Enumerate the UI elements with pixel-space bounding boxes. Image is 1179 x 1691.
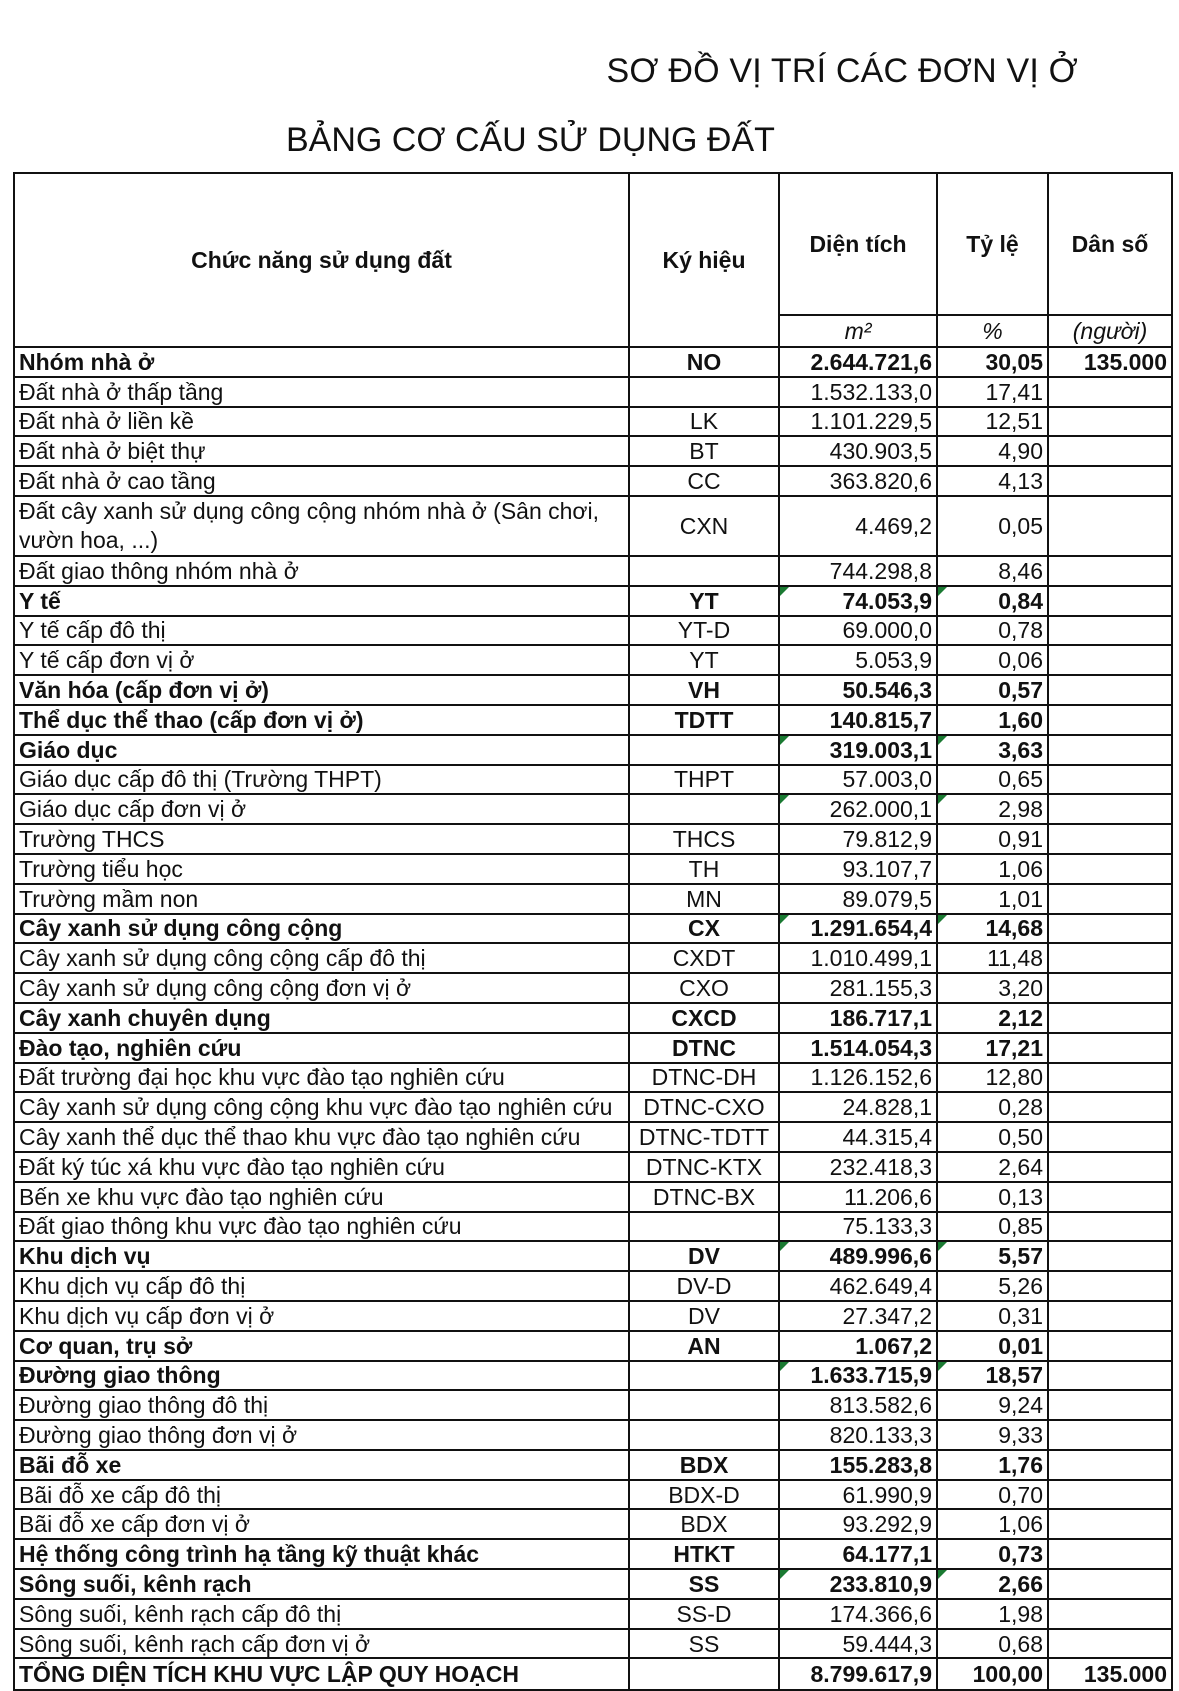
- cell-ratio: 4,90: [937, 436, 1048, 466]
- cell-code: BT: [629, 436, 779, 466]
- cell-area: 11.206,6: [779, 1182, 937, 1212]
- cell-name: Cây xanh thể dục thể thao khu vực đào tạo nghiên cứu: [14, 1122, 629, 1152]
- cell-ratio: 30,05: [937, 347, 1048, 377]
- cell-population: [1048, 1629, 1172, 1659]
- cell-area: 1.633.715,9: [779, 1361, 937, 1391]
- table-row: [14, 854, 1172, 884]
- cell-population: [1048, 1361, 1172, 1391]
- table-row: [14, 1092, 1172, 1122]
- cell-area: 319.003,1: [779, 735, 937, 765]
- cell-population: [1048, 1509, 1172, 1539]
- page-heading: SƠ ĐỒ VỊ TRÍ CÁC ĐƠN VỊ Ở: [606, 52, 1078, 90]
- cell-population: [1048, 1569, 1172, 1599]
- table-row: [14, 675, 1172, 705]
- cell-ratio: 0,84: [937, 586, 1048, 616]
- cell-area: 1.126.152,6: [779, 1063, 937, 1093]
- cell-name: Đất nhà ở liền kề: [14, 407, 629, 437]
- cell-name: Cây xanh chuyên dụng: [14, 1003, 629, 1033]
- cell-area: 813.582,6: [779, 1390, 937, 1420]
- table-row: [14, 943, 1172, 973]
- cell-ratio: 1,98: [937, 1599, 1048, 1629]
- cell-population: [1048, 1301, 1172, 1331]
- cell-population: [1048, 1420, 1172, 1450]
- cell-area: 1.532.133,0: [779, 377, 937, 407]
- cell-ratio: 0,68: [937, 1629, 1048, 1659]
- cell-code: DV-D: [629, 1271, 779, 1301]
- cell-population: [1048, 496, 1172, 556]
- cell-population: [1048, 914, 1172, 944]
- total-row: [14, 1658, 1172, 1690]
- cell-ratio: 9,33: [937, 1420, 1048, 1450]
- table-row: [14, 1063, 1172, 1093]
- cell-name: Khu dịch vụ cấp đơn vị ở: [14, 1301, 629, 1331]
- cell-population: [1048, 824, 1172, 854]
- cell-ratio: 1,76: [937, 1450, 1048, 1480]
- cell-ratio: 0,13: [937, 1182, 1048, 1212]
- cell-name: Trường mầm non: [14, 884, 629, 914]
- cell-name: Bãi đỗ xe cấp đô thị: [14, 1480, 629, 1510]
- table-row: [14, 1569, 1172, 1599]
- cell-population: [1048, 1122, 1172, 1152]
- header-name: Chức năng sử dụng đất: [14, 173, 629, 347]
- cell-code: TH: [629, 854, 779, 884]
- cell-area: 50.546,3: [779, 675, 937, 705]
- cell-area: 93.107,7: [779, 854, 937, 884]
- total-ratio: 100,00: [937, 1658, 1048, 1690]
- cell-population: [1048, 675, 1172, 705]
- table-row: [14, 1301, 1172, 1331]
- table-row: [14, 1212, 1172, 1242]
- cell-ratio: 17,41: [937, 377, 1048, 407]
- cell-name: Sông suối, kênh rạch: [14, 1569, 629, 1599]
- cell-code: [629, 1361, 779, 1391]
- cell-area: 820.133,3: [779, 1420, 937, 1450]
- cell-code: DTNC-DH: [629, 1063, 779, 1093]
- cell-code: [629, 794, 779, 824]
- cell-name: Cơ quan, trụ sở: [14, 1331, 629, 1361]
- table-row: [14, 645, 1172, 675]
- cell-code: DTNC-CXO: [629, 1092, 779, 1122]
- cell-name: Trường THCS: [14, 824, 629, 854]
- table-row: [14, 466, 1172, 496]
- cell-name: Giáo dục: [14, 735, 629, 765]
- cell-ratio: 2,64: [937, 1152, 1048, 1182]
- cell-area: 1.101.229,5: [779, 407, 937, 437]
- table-row: [14, 1450, 1172, 1480]
- table-row: [14, 556, 1172, 586]
- cell-ratio: 2,66: [937, 1569, 1048, 1599]
- cell-ratio: 1,60: [937, 705, 1048, 735]
- cell-population: [1048, 854, 1172, 884]
- header-area: Diện tích: [779, 173, 937, 315]
- cell-area: 59.444,3: [779, 1629, 937, 1659]
- cell-population: [1048, 973, 1172, 1003]
- cell-population: [1048, 466, 1172, 496]
- table-row: [14, 1361, 1172, 1391]
- cell-code: DV: [629, 1301, 779, 1331]
- cell-area: 79.812,9: [779, 824, 937, 854]
- unit-population: (người): [1048, 315, 1172, 347]
- table-row: [14, 973, 1172, 1003]
- cell-area: 1.291.654,4: [779, 914, 937, 944]
- cell-ratio: 8,46: [937, 556, 1048, 586]
- cell-name: Bãi đỗ xe: [14, 1450, 629, 1480]
- cell-code: [629, 1390, 779, 1420]
- cell-population: [1048, 705, 1172, 735]
- cell-ratio: 1,01: [937, 884, 1048, 914]
- cell-population: [1048, 1003, 1172, 1033]
- cell-area: 64.177,1: [779, 1539, 937, 1569]
- header-code: Ký hiệu: [629, 173, 779, 347]
- cell-ratio: 5,57: [937, 1241, 1048, 1271]
- cell-ratio: 0,05: [937, 496, 1048, 556]
- cell-area: 61.990,9: [779, 1480, 937, 1510]
- table-row: [14, 1331, 1172, 1361]
- cell-population: [1048, 436, 1172, 466]
- cell-area: 5.053,9: [779, 645, 937, 675]
- table-row: [14, 1122, 1172, 1152]
- unit-area: m²: [779, 315, 937, 347]
- cell-name: Đất giao thông khu vực đào tạo nghiên cứu: [14, 1212, 629, 1242]
- cell-ratio: 0,65: [937, 765, 1048, 795]
- table-body: [14, 347, 1172, 1658]
- cell-name: Bãi đỗ xe cấp đơn vị ở: [14, 1509, 629, 1539]
- cell-name: Giáo dục cấp đô thị (Trường THPT): [14, 765, 629, 795]
- cell-ratio: 0,91: [937, 824, 1048, 854]
- cell-code: SS: [629, 1629, 779, 1659]
- cell-code: BDX-D: [629, 1480, 779, 1510]
- cell-area: 262.000,1: [779, 794, 937, 824]
- cell-name: Đường giao thông: [14, 1361, 629, 1391]
- cell-population: [1048, 586, 1172, 616]
- total-population: 135.000: [1048, 1658, 1172, 1690]
- table-row: [14, 1539, 1172, 1569]
- table-row: [14, 735, 1172, 765]
- cell-code: HTKT: [629, 1539, 779, 1569]
- cell-ratio: 0,57: [937, 675, 1048, 705]
- cell-population: [1048, 1271, 1172, 1301]
- cell-code: CXCD: [629, 1003, 779, 1033]
- cell-area: 489.996,6: [779, 1241, 937, 1271]
- cell-population: [1048, 884, 1172, 914]
- cell-area: 281.155,3: [779, 973, 937, 1003]
- table-row: [14, 586, 1172, 616]
- cell-name: Văn hóa (cấp đơn vị ở): [14, 675, 629, 705]
- cell-population: [1048, 1152, 1172, 1182]
- cell-code: SS: [629, 1569, 779, 1599]
- cell-name: Cây xanh sử dụng công cộng cấp đô thị: [14, 943, 629, 973]
- cell-name: Cây xanh sử dụng công cộng: [14, 914, 629, 944]
- cell-name: [14, 496, 629, 556]
- table-row: [14, 347, 1172, 377]
- cell-name: Đất nhà ở thấp tầng: [14, 377, 629, 407]
- cell-ratio: 14,68: [937, 914, 1048, 944]
- cell-name: Đất giao thông nhóm nhà ở: [14, 556, 629, 586]
- cell-code: SS-D: [629, 1599, 779, 1629]
- cell-population: [1048, 556, 1172, 586]
- table-row: [14, 1390, 1172, 1420]
- cell-name: Đường giao thông đơn vị ở: [14, 1420, 629, 1450]
- table-row: [14, 1629, 1172, 1659]
- cell-code: [629, 1420, 779, 1450]
- cell-population: [1048, 943, 1172, 973]
- cell-name: Sông suối, kênh rạch cấp đô thị: [14, 1599, 629, 1629]
- cell-name: Giáo dục cấp đơn vị ở: [14, 794, 629, 824]
- table-row: [14, 1182, 1172, 1212]
- cell-area: 24.828,1: [779, 1092, 937, 1122]
- cell-code: BDX: [629, 1509, 779, 1539]
- cell-population: [1048, 1331, 1172, 1361]
- cell-population: [1048, 1450, 1172, 1480]
- cell-population: [1048, 1182, 1172, 1212]
- cell-code: CX: [629, 914, 779, 944]
- cell-population: [1048, 1599, 1172, 1629]
- cell-area: 155.283,8: [779, 1450, 937, 1480]
- cell-area: 363.820,6: [779, 466, 937, 496]
- table-row: [14, 794, 1172, 824]
- cell-area: 744.298,8: [779, 556, 937, 586]
- cell-ratio: 2,98: [937, 794, 1048, 824]
- cell-population: [1048, 1241, 1172, 1271]
- cell-code: YT: [629, 586, 779, 616]
- cell-population: [1048, 735, 1172, 765]
- cell-ratio: 0,78: [937, 616, 1048, 646]
- header-population: Dân số: [1048, 173, 1172, 315]
- cell-area: 462.649,4: [779, 1271, 937, 1301]
- cell-ratio: 2,12: [937, 1003, 1048, 1033]
- cell-code: CXO: [629, 973, 779, 1003]
- table-row: [14, 1509, 1172, 1539]
- cell-ratio: 0,50: [937, 1122, 1048, 1152]
- cell-ratio: 0,06: [937, 645, 1048, 675]
- cell-code: BDX: [629, 1450, 779, 1480]
- cell-area: 27.347,2: [779, 1301, 937, 1331]
- cell-name: Bến xe khu vực đào tạo nghiên cứu: [14, 1182, 629, 1212]
- cell-name: Khu dịch vụ: [14, 1241, 629, 1271]
- cell-code: DTNC-BX: [629, 1182, 779, 1212]
- cell-ratio: 5,26: [937, 1271, 1048, 1301]
- cell-ratio: 0,31: [937, 1301, 1048, 1331]
- table-row: [14, 1152, 1172, 1182]
- cell-code: [629, 556, 779, 586]
- cell-code: [629, 377, 779, 407]
- cell-area: 174.366,6: [779, 1599, 937, 1629]
- cell-area: 57.003,0: [779, 765, 937, 795]
- table-row: [14, 884, 1172, 914]
- cell-area: 233.810,9: [779, 1569, 937, 1599]
- cell-population: [1048, 407, 1172, 437]
- cell-name: Y tế: [14, 586, 629, 616]
- cell-ratio: 0,85: [937, 1212, 1048, 1242]
- cell-name: Y tế cấp đơn vị ở: [14, 645, 629, 675]
- cell-name: Y tế cấp đô thị: [14, 616, 629, 646]
- cell-area: 4.469,2: [779, 496, 937, 556]
- cell-population: 135.000: [1048, 347, 1172, 377]
- table-row: [14, 765, 1172, 795]
- total-area: 8.799.617,9: [779, 1658, 937, 1690]
- header-ratio: Tỷ lệ: [937, 173, 1048, 315]
- cell-name-text: Đất cây xanh sử dụng công cộng nhóm nhà ở (Sân chơi, vườn hoa, ...): [19, 497, 600, 553]
- cell-name: Cây xanh sử dụng công cộng khu vực đào tạo nghiên cứu: [14, 1092, 629, 1122]
- cell-code: MN: [629, 884, 779, 914]
- cell-population: [1048, 1390, 1172, 1420]
- cell-population: [1048, 1212, 1172, 1242]
- cell-ratio: 3,63: [937, 735, 1048, 765]
- cell-code: VH: [629, 675, 779, 705]
- cell-code: YT-D: [629, 616, 779, 646]
- cell-population: [1048, 616, 1172, 646]
- cell-code: CXDT: [629, 943, 779, 973]
- cell-ratio: 9,24: [937, 1390, 1048, 1420]
- table-row: [14, 436, 1172, 466]
- cell-population: [1048, 1033, 1172, 1063]
- cell-population: [1048, 645, 1172, 675]
- cell-code: THCS: [629, 824, 779, 854]
- cell-population: [1048, 1539, 1172, 1569]
- table-row: [14, 824, 1172, 854]
- cell-area: 1.010.499,1: [779, 943, 937, 973]
- cell-code: LK: [629, 407, 779, 437]
- cell-ratio: 4,13: [937, 466, 1048, 496]
- cell-population: [1048, 765, 1172, 795]
- cell-code: CXN: [629, 496, 779, 556]
- table-row: [14, 914, 1172, 944]
- land-use-table: [13, 172, 1173, 1691]
- cell-ratio: 0,28: [937, 1092, 1048, 1122]
- table-row: [14, 1420, 1172, 1450]
- cell-code: DTNC-TDTT: [629, 1122, 779, 1152]
- cell-area: 1.067,2: [779, 1331, 937, 1361]
- cell-area: 1.514.054,3: [779, 1033, 937, 1063]
- table-row: [14, 1003, 1172, 1033]
- cell-population: [1048, 794, 1172, 824]
- cell-population: [1048, 1480, 1172, 1510]
- table-row: [14, 1271, 1172, 1301]
- total-code: [629, 1658, 779, 1690]
- cell-area: 93.292,9: [779, 1509, 937, 1539]
- table-row: [14, 1480, 1172, 1510]
- cell-name: Cây xanh sử dụng công cộng đơn vị ở: [14, 973, 629, 1003]
- table-row: [14, 1241, 1172, 1271]
- cell-ratio: 18,57: [937, 1361, 1048, 1391]
- cell-ratio: 17,21: [937, 1033, 1048, 1063]
- table-title: BẢNG CƠ CẤU SỬ DỤNG ĐẤT: [286, 121, 775, 159]
- cell-name: Đường giao thông đô thị: [14, 1390, 629, 1420]
- cell-area: 232.418,3: [779, 1152, 937, 1182]
- cell-code: YT: [629, 645, 779, 675]
- cell-ratio: 0,70: [937, 1480, 1048, 1510]
- cell-ratio: 12,80: [937, 1063, 1048, 1093]
- cell-name: Sông suối, kênh rạch cấp đơn vị ở: [14, 1629, 629, 1659]
- cell-code: DTNC-KTX: [629, 1152, 779, 1182]
- cell-code: [629, 735, 779, 765]
- cell-ratio: 1,06: [937, 1509, 1048, 1539]
- cell-name: Thể dục thể thao (cấp đơn vị ở): [14, 705, 629, 735]
- cell-area: 74.053,9: [779, 586, 937, 616]
- cell-area: 430.903,5: [779, 436, 937, 466]
- table-row: [14, 377, 1172, 407]
- cell-ratio: 12,51: [937, 407, 1048, 437]
- cell-code: DV: [629, 1241, 779, 1271]
- cell-area: 75.133,3: [779, 1212, 937, 1242]
- table-row: [14, 705, 1172, 735]
- cell-name: Nhóm nhà ở: [14, 347, 629, 377]
- cell-area: 69.000,0: [779, 616, 937, 646]
- cell-name: Đất ký túc xá khu vực đào tạo nghiên cứu: [14, 1152, 629, 1182]
- cell-area: 89.079,5: [779, 884, 937, 914]
- cell-ratio: 11,48: [937, 943, 1048, 973]
- cell-population: [1048, 1092, 1172, 1122]
- cell-area: 2.644.721,6: [779, 347, 937, 377]
- cell-population: [1048, 1063, 1172, 1093]
- total-name: TỔNG DIỆN TÍCH KHU VỰC LẬP QUY HOẠCH: [14, 1658, 629, 1690]
- cell-code: [629, 1212, 779, 1242]
- cell-code: DTNC: [629, 1033, 779, 1063]
- cell-area: 186.717,1: [779, 1003, 937, 1033]
- cell-ratio: 0,73: [937, 1539, 1048, 1569]
- table-row: [14, 616, 1172, 646]
- cell-ratio: 0,01: [937, 1331, 1048, 1361]
- table-row: [14, 1599, 1172, 1629]
- cell-code: AN: [629, 1331, 779, 1361]
- cell-population: [1048, 377, 1172, 407]
- cell-area: 140.815,7: [779, 705, 937, 735]
- cell-code: CC: [629, 466, 779, 496]
- table-row: [14, 496, 1172, 556]
- cell-name: Đất nhà ở biệt thự: [14, 436, 629, 466]
- cell-name: Đất trường đại học khu vực đào tạo nghiên cứu: [14, 1063, 629, 1093]
- cell-area: 44.315,4: [779, 1122, 937, 1152]
- cell-ratio: 3,20: [937, 973, 1048, 1003]
- table-row: [14, 1033, 1172, 1063]
- cell-ratio: 1,06: [937, 854, 1048, 884]
- cell-name: Đào tạo, nghiên cứu: [14, 1033, 629, 1063]
- cell-name: Trường tiểu học: [14, 854, 629, 884]
- unit-ratio: %: [937, 315, 1048, 347]
- cell-code: THPT: [629, 765, 779, 795]
- cell-name: Khu dịch vụ cấp đô thị: [14, 1271, 629, 1301]
- cell-name: Đất nhà ở cao tầng: [14, 466, 629, 496]
- cell-name: Hệ thống công trình hạ tầng kỹ thuật khác: [14, 1539, 629, 1569]
- cell-code: TDTT: [629, 705, 779, 735]
- cell-code: NO: [629, 347, 779, 377]
- table-row: [14, 407, 1172, 437]
